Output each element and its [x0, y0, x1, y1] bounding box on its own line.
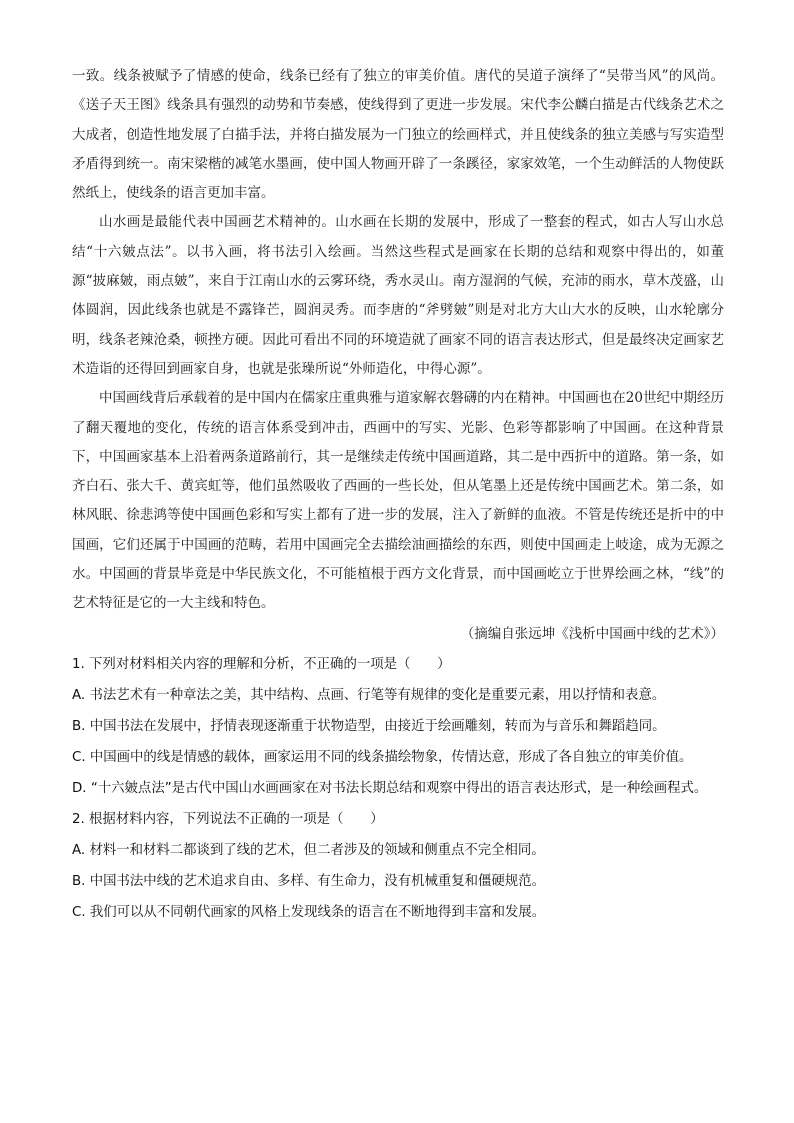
passage-source: （摘编自张远坤《浅析中国画中线的艺术》）	[460, 625, 724, 642]
question-2-option-c: C. 我们可以从不同朝代画家的风格上发现线条的语言在不断地得到丰富和发展。	[72, 904, 546, 920]
question-1-option-b: B. 中国书法在发展中，抒情表现逐渐重于状物造型，由接近于绘画雕刻，转而为与音乐和舞蹈趋同。	[72, 718, 666, 734]
question-1-stem: 1. 下列对材料相关内容的理解和分析，不正确的一项是（ ）	[72, 656, 451, 672]
passage-paragraph-2: 山水画是最能代表中国画艺术精神的。山水画在长期的发展中，形成了一整套的程式，如古人写山水总结“十六皴点法”。以书入画，将书法引入绘画。当然这些程式是画家在长期的总结和观察中得出的，如董源“披麻皴，雨点皴”，来自于江南山水的云雾环绕，秀水灵山。南方湿润的气候，充沛的雨水，草木茂盛，山体圆润，因此线条也就是不露锋芒，圆润灵秀。而李唐的“斧劈皴”则是对北方大山大水的反映，山水轮廓分明，线条老辣沧桑，顿挫方硬。因此可看出不同的环境造就了画家不同的语言表达形式，但是最终决定画家艺术造诣的还得回到画家自身，也就是张璪所说“外师造化，中得心源”。	[72, 214, 724, 377]
passage-paragraph-3: 中国画线背后承载着的是中国内在儒家庄重典雅与道家解衣磐礴的内在精神。中国画也在20世纪中期经历了翻天覆地的变化，传统的语言体系受到冲击，西画中的写实、光影、色彩等都影响了中国画。在这种背景下，中国画家基本上沿着两条道路前行，其一是继续走传统中国画道路，其二是中西折中的道路。第一条，如齐白石、张大千、黄宾虹等，他们虽然吸收了西画的一些长处，但从笔墨上还是传统中国画艺术。第二条，如林风眠、徐悲鸿等使中国画色彩和写实上都有了进一步的发展，注入了新鲜的血液。不管是传统还是折中的中国画，它们还属于中国画的范畴，若用中国画完全去描绘油画描绘的东西，则使中国画走上岐途，成为无源之水。中国画的背景毕竟是中华民族文化，不可能植根于西方文化背景，而中国画屹立于世界绘画之林，“线”的艺术特征是它的一大主线和特色。	[72, 390, 724, 612]
passage-paragraph-1: 一致。线条被赋予了情感的使命，线条已经有了独立的审美价值。唐代的吴道子演绎了“吴带当风”的风尚。《送子天王图》线条具有强烈的动势和节奏感，使线得到了更进一步发展。宋代李公麟白描是古代线条艺术之大成者，创造性地发展了白描手法，并将白描发展为一门独立的绘画样式，并且使线条的独立美感与写实造型矛盾得到统一。南宋梁楷的减笔水墨画，使中国人物画开辟了一条蹊径，家家效笔，一个生动鲜活的人物使跃然纸上，使线条的语言更加丰富。	[72, 68, 724, 202]
question-2-stem: 2. 根据材料内容，下列说法不正确的一项是（ ）	[72, 811, 384, 827]
question-1-option-c: C. 中国画中的线是情感的载体，画家运用不同的线条描绘物象，传情达意，形成了各自独立的审美价值。	[72, 749, 693, 765]
question-1-option-d: D. “十六皴点法”是古代中国山水画画家在对书法长期总结和观察中得出的语言表达形式，是一种绘画程式。	[72, 780, 708, 796]
question-1-option-a: A. 书法艺术有一种章法之美，其中结构、点画、行笔等有规律的变化是重要元素，用以抒情和表意。	[72, 687, 666, 703]
question-2	[72, 804, 724, 928]
document-content	[72, 62, 724, 928]
question-2-option-b: B. 中国书法中线的艺术追求自由、多样、有生命力，没有机械重复和僵硬规范。	[72, 873, 545, 889]
question-1	[72, 649, 724, 804]
question-2-option-a: A. 材料一和材料二都谈到了线的艺术，但二者涉及的领域和侧重点不完全相同。	[72, 842, 545, 858]
